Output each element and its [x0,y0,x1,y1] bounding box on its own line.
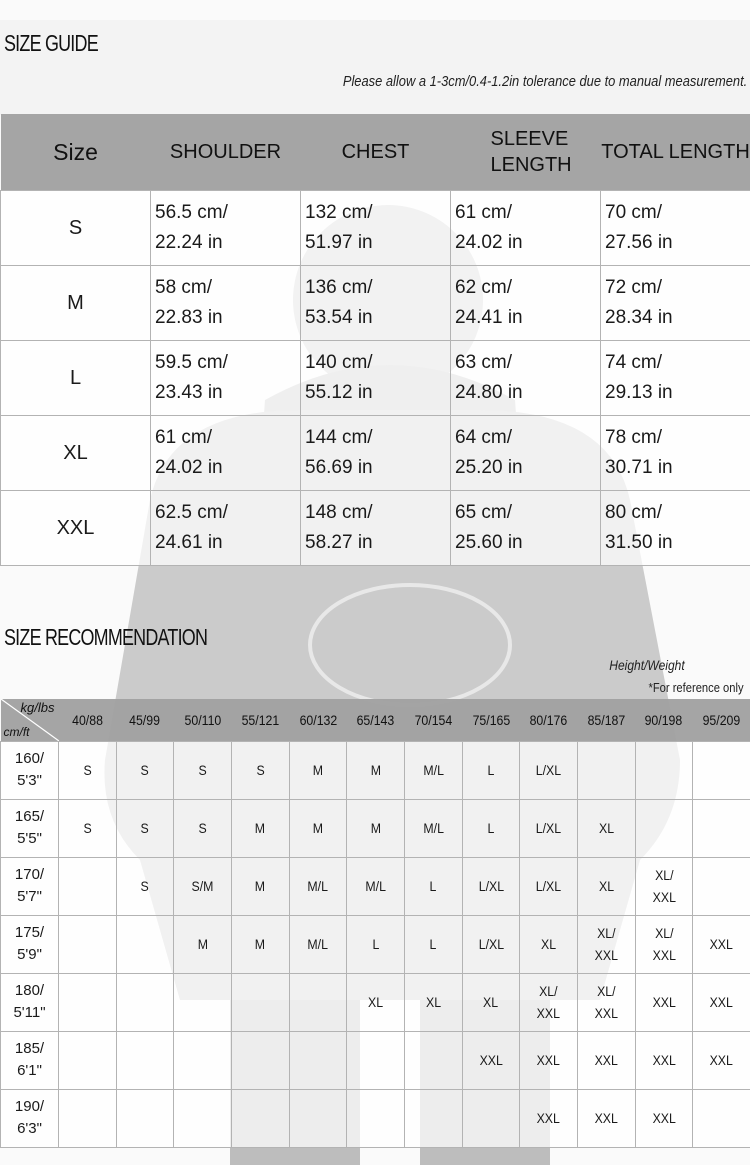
measurement-cell [601,190,750,265]
recommended-size-cell [635,799,693,857]
recommended-size: L [487,820,495,836]
height-ft: 6'3" [17,1120,42,1137]
recommended-size: M/L [422,820,444,836]
recommended-size-cell [59,1031,117,1089]
measurement-in: 29.13 in [605,381,673,403]
measurement-in: 51.97 in [305,231,373,253]
recommended-size-cell [462,857,520,915]
recommended-size-part: XXL [652,889,676,905]
recommended-size: XXL [536,1110,561,1126]
recommended-size: XL [541,936,557,952]
measurement-in: 24.41 in [455,306,523,328]
table-row [1,1089,750,1147]
recommended-size-part: XL/ [654,867,674,883]
recommended-size: S [198,762,207,778]
height-label [1,1031,59,1089]
recommended-size-cell [116,973,174,1031]
recommended-size: M/L [422,762,444,778]
measurement-in: 28.34 in [605,306,673,328]
measurement-cell [301,340,451,415]
recommended-size: XL [483,994,499,1010]
recommended-size-cell [289,1089,347,1147]
measurement-cm: 70 cm/ [605,201,663,223]
weight-label: 90/198 [645,711,683,728]
height-ft: 5'11" [13,1004,46,1021]
measurement-cell [451,490,601,565]
measurement-cell [451,415,601,490]
recommended-size-part: XL/ [596,925,616,941]
weight-header [693,699,750,741]
measurement-cell [301,190,451,265]
recommended-size-cell [347,915,405,973]
size-label: S [1,190,151,265]
weight-label: 80/176 [529,711,568,728]
measurement-cm: 58 cm/ [155,276,213,298]
weight-header [174,699,232,741]
recommended-size-cell [116,915,174,973]
recommended-size-cell [693,915,750,973]
measurement-cell [601,415,750,490]
recommended-size-cell [289,799,347,857]
recommended-size-cell [520,799,578,857]
recommended-size: XXL [479,1052,503,1068]
measurement-cm: 61 cm/ [455,201,513,223]
recommended-size: S [140,878,150,894]
recommended-size-cell [635,973,693,1031]
weight-header [520,699,578,741]
recommended-size: S [83,820,92,836]
reference-note: *For reference only [648,680,744,695]
recommended-size-cell [577,915,635,973]
measurement-cell [601,340,750,415]
recommended-size: L [372,936,380,952]
weight-label: 75/165 [472,711,510,728]
height-label [1,741,59,799]
recommended-size: M [312,762,324,778]
recommended-size-cell [174,1089,232,1147]
recommended-size: S/M [191,878,214,894]
table-row [1,340,750,415]
weight-header [231,699,289,741]
recommended-size: M/L [307,878,329,894]
weight-label: 50/110 [184,711,222,728]
recommended-size: XL [598,820,614,836]
measurement-cell [301,415,451,490]
recommended-size-part: XXL [536,1005,561,1021]
height-weight-label: Height/Weight [609,657,685,673]
recommended-size-cell [693,857,750,915]
recommended-size-cell [231,915,289,973]
height-cm: 170/ [14,866,45,883]
measurement-in: 25.20 in [455,456,523,478]
recommended-size-cell [231,799,289,857]
recommended-size-cell [289,857,347,915]
weight-label: 60/132 [299,711,337,728]
measurement-cell [451,190,601,265]
recommended-size: M [255,936,266,952]
recommended-size-cell [174,799,232,857]
height-cm: 160/ [14,750,45,767]
recommended-size: L/XL [478,936,504,952]
recommended-size: L/XL [535,820,562,836]
recommended-size-cell [59,915,117,973]
recommended-size-cell [693,1031,750,1089]
recommended-size: XXL [536,1052,561,1068]
height-ft: 5'7" [17,888,42,905]
recommended-size-cell [404,973,462,1031]
recommended-size-cell [59,799,117,857]
recommended-size-cell [174,741,232,799]
height-label [1,799,59,857]
measurement-cm: 140 cm/ [305,351,373,373]
weight-label: 40/88 [71,711,103,728]
recommended-size-cell [520,857,578,915]
size-label: XXL [1,490,151,565]
recommended-size-part: XXL [594,947,618,963]
recommended-size: L/XL [535,762,562,778]
size-recommendation-table [0,699,750,1148]
recommended-size-cell [231,973,289,1031]
recommended-size-cell [174,915,232,973]
measurement-cm: 132 cm/ [305,201,373,223]
height-ft: 6'1" [17,1062,42,1079]
height-ft: 5'5" [17,830,42,847]
table-row [1,857,750,915]
height-label [1,973,59,1031]
measurement-in: 55.12 in [305,381,373,403]
recommended-size: M [255,878,266,894]
measurement-cm: 65 cm/ [455,501,513,523]
height-label [1,857,59,915]
height-cm: 190/ [14,1098,45,1115]
recommended-size-part: XXL [652,947,676,963]
measurement-cm: 78 cm/ [605,426,663,448]
recommended-size: S [140,820,150,836]
table-row [1,190,750,265]
header-total-length: TOTAL LENGTH [601,114,750,190]
measurement-cell [301,490,451,565]
recommended-size-cell [693,973,750,1031]
measurement-in: 30.71 in [605,456,673,478]
recommended-size-cell [520,741,578,799]
recommended-size-cell [347,1089,405,1147]
recommended-size: XXL [709,1052,734,1068]
table-row [1,490,750,565]
height-label [1,915,59,973]
recommended-size: M/L [365,878,386,894]
recommended-size-cell [116,741,174,799]
weight-header [289,699,347,741]
recommended-size-cell [635,1031,693,1089]
recommended-size-cell [693,1089,750,1147]
recommended-size-cell [404,857,462,915]
measurement-cm: 136 cm/ [305,276,373,298]
recommended-size-cell [520,973,578,1031]
recommended-size-cell [59,741,117,799]
measurement-cm: 72 cm/ [605,276,663,298]
weight-header [59,699,117,741]
weight-label: 70/154 [414,711,453,728]
recommended-size-cell [404,741,462,799]
measurement-cm: 62.5 cm/ [155,501,228,523]
weight-label: 55/121 [241,711,280,728]
size-label: M [1,265,151,340]
size-guide-table [0,114,750,566]
recommended-size-cell [462,1031,520,1089]
measurement-cm: 148 cm/ [305,501,373,523]
recommended-size: S [83,762,92,778]
recommended-size-cell [577,1031,635,1089]
height-label [1,1089,59,1147]
recommended-size-cell [404,915,462,973]
size-recommendation-title: SIZE RECOMMENDATION [4,624,208,650]
recommended-size: M [255,820,266,836]
measurement-in: 53.54 in [305,306,373,328]
recommended-size: XXL [652,1110,676,1126]
measurement-cell [301,265,451,340]
recommended-size-cell [347,799,405,857]
recommended-size-cell [116,799,174,857]
recommended-size-cell [289,1031,347,1089]
recommended-size: M [197,936,208,952]
recommended-size-cell [59,1089,117,1147]
recommended-size-cell [347,741,405,799]
measurement-cm: 56.5 cm/ [155,201,228,223]
weight-header [462,699,520,741]
recommended-size: L [429,936,437,952]
recommended-size-part: XL/ [539,983,558,999]
measurement-cm: 74 cm/ [605,351,663,373]
recommendation-header-row [1,699,750,741]
size-guide-header-row [1,114,750,190]
recommended-size: XXL [709,936,734,952]
weight-header [635,699,693,741]
recommended-size: XL [425,994,441,1010]
recommended-size: S [140,762,150,778]
recommended-size: XXL [594,1052,618,1068]
recommended-size-cell [347,1031,405,1089]
measurement-in: 56.69 in [305,456,373,478]
recommended-size: M [312,820,324,836]
measurement-in: 25.60 in [455,531,523,553]
weight-label: 85/187 [587,711,626,728]
measurement-in: 24.61 in [155,531,223,553]
measurement-cm: 59.5 cm/ [155,351,228,373]
measurement-cm: 62 cm/ [455,276,513,298]
recommended-size-cell [693,741,750,799]
weight-label: 45/99 [129,711,161,728]
recommended-size: L [429,878,437,894]
measurement-in: 31.50 in [605,531,673,553]
measurement-cm: 144 cm/ [305,426,373,448]
weight-label: 65/143 [356,711,395,728]
measurement-in: 58.27 in [305,531,373,553]
recommended-size: L/XL [535,878,562,894]
height-ft: 5'3" [17,772,42,789]
weight-header [347,699,405,741]
corner-height-unit: cm/ft [3,724,30,739]
measurement-in: 24.02 in [455,231,523,253]
table-row [1,915,750,973]
measurement-in: 24.80 in [455,381,523,403]
header-chest: CHEST [301,114,451,190]
header-shoulder: SHOULDER [151,114,301,190]
measurement-in: 22.24 in [155,231,223,253]
recommended-size-cell [231,1031,289,1089]
recommended-size: XXL [652,994,676,1010]
measurement-cell [151,190,301,265]
recommended-size-cell [347,857,405,915]
recommended-size-cell [577,741,635,799]
measurement-cell [601,490,750,565]
recommended-size-part: XXL [594,1005,618,1021]
recommended-size-cell [462,973,520,1031]
recommended-size: XL [368,994,384,1010]
recommended-size-cell [693,799,750,857]
recommended-size-cell [347,973,405,1031]
measurement-cm: 63 cm/ [455,351,513,373]
measurement-in: 27.56 in [605,231,673,253]
table-row [1,973,750,1031]
recommended-size-cell [404,799,462,857]
recommended-size-cell [174,973,232,1031]
recommended-size-cell [462,915,520,973]
recommended-size-cell [462,799,520,857]
recommended-size-cell [520,1031,578,1089]
measurement-cm: 61 cm/ [155,426,213,448]
recommended-size-cell [289,741,347,799]
table-row [1,415,750,490]
recommended-size-cell [462,741,520,799]
recommended-size: M [370,820,381,836]
recommended-size-cell [577,799,635,857]
recommended-size: M [370,762,381,778]
recommended-size-cell [520,915,578,973]
recommended-size-cell [116,857,174,915]
recommended-size-cell [635,915,693,973]
measurement-in: 24.02 in [155,456,223,478]
recommended-size: L [487,762,495,778]
measurement-in: 23.43 in [155,381,223,403]
recommended-size-cell [635,857,693,915]
recommended-size-cell [577,1089,635,1147]
measurement-cell [451,340,601,415]
height-ft: 5'9" [17,946,42,963]
recommended-size-cell [289,973,347,1031]
measurement-cm: 64 cm/ [455,426,513,448]
recommended-size-cell [174,857,232,915]
recommended-size-cell [116,1031,174,1089]
weight-header [116,699,174,741]
recommended-size-cell [59,973,117,1031]
recommended-size-cell [577,857,635,915]
recommended-size: XL [598,878,614,894]
recommended-size-cell [577,973,635,1031]
size-guide-title: SIZE GUIDE [4,30,98,56]
measurement-cell [151,490,301,565]
measurement-cm: 80 cm/ [605,501,663,523]
height-cm: 165/ [14,808,45,825]
recommended-size: S [256,762,265,778]
table-row [1,799,750,857]
weight-header [404,699,462,741]
recommended-size-cell [462,1089,520,1147]
recommended-size-part: XL/ [654,925,674,941]
recommended-size-cell [174,1031,232,1089]
height-cm: 175/ [14,924,45,941]
corner-weight-unit: kg/lbs [20,700,55,715]
table-row [1,1031,750,1089]
weight-label: 95/209 [702,711,741,728]
measurement-in: 22.83 in [155,306,223,328]
size-label: XL [1,415,151,490]
recommended-size-cell [635,1089,693,1147]
recommended-size-cell [59,857,117,915]
measurement-cell [601,265,750,340]
recommended-size: L/XL [478,878,504,894]
recommended-size: M/L [307,936,329,952]
measurement-cell [151,265,301,340]
header-sleeve-length: SLEEVE LENGTH [451,114,601,190]
table-row [1,265,750,340]
recommended-size-cell [404,1031,462,1089]
recommended-size: S [198,820,207,836]
tolerance-note: Please allow a 1-3cm/0.4-1.2in tolerance due to manual measurement. [342,73,747,90]
recommended-size-cell [116,1089,174,1147]
recommended-size-cell [289,915,347,973]
weight-header [577,699,635,741]
header-size: Size [1,114,151,190]
measurement-cell [451,265,601,340]
size-label: L [1,340,151,415]
height-cm: 180/ [14,982,45,999]
recommended-size-part: XL/ [596,983,616,999]
corner-cell [1,699,59,741]
recommended-size-cell [404,1089,462,1147]
recommended-size-cell [231,1089,289,1147]
recommended-size: XXL [709,994,734,1010]
recommended-size-cell [231,741,289,799]
recommended-size-cell [520,1089,578,1147]
recommended-size-cell [231,857,289,915]
table-row [1,741,750,799]
height-cm: 185/ [14,1040,45,1057]
recommended-size: XXL [594,1110,618,1126]
measurement-cell [151,340,301,415]
measurement-cell [151,415,301,490]
recommended-size-cell [635,741,693,799]
recommended-size: XXL [652,1052,676,1068]
